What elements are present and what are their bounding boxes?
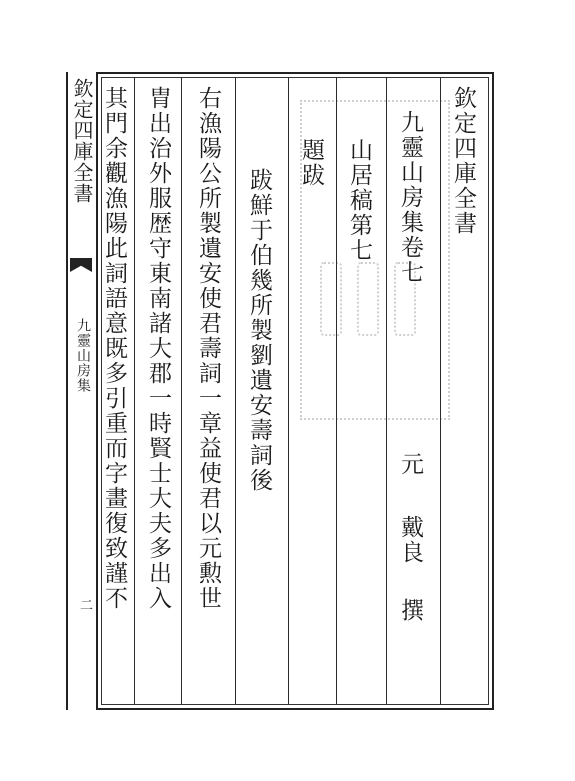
spine-page-number: 二 (77, 598, 92, 613)
column-rule (134, 77, 135, 705)
body-text-line: 右漁陽公所製遺安使君壽詞一章益使君以元勲世 (195, 86, 221, 611)
column-rule (386, 77, 387, 705)
genre-heading: 題跋 (298, 138, 324, 188)
body-text-line: 其門余觀漁陽此詞語意既多引重而字畫復致謹不 (101, 86, 127, 611)
body-text-line: 胄出治外服歴守東南諸大郡一時賢士大夫多出入 (145, 86, 171, 611)
header-collection-title: 欽定四庫全書 (450, 86, 476, 236)
essay-title: 跋鮮于伯幾所製劉遺安壽詞後 (246, 168, 272, 493)
spine-title: 欽定四庫全書 (70, 78, 94, 204)
column-rule (181, 77, 182, 705)
spine-book-title: 九靈山房集 (75, 318, 91, 393)
author-name: 戴良 (397, 515, 423, 565)
column-rule (288, 77, 289, 705)
volume-title: 九靈山房集卷七 (397, 110, 423, 285)
author-role: 撰 (397, 598, 423, 623)
column-rule (235, 77, 236, 705)
dynasty-label: 元 (397, 452, 423, 477)
column-rule (440, 77, 441, 705)
column-rule (336, 77, 337, 705)
section-title: 山居稿第七 (346, 138, 372, 263)
